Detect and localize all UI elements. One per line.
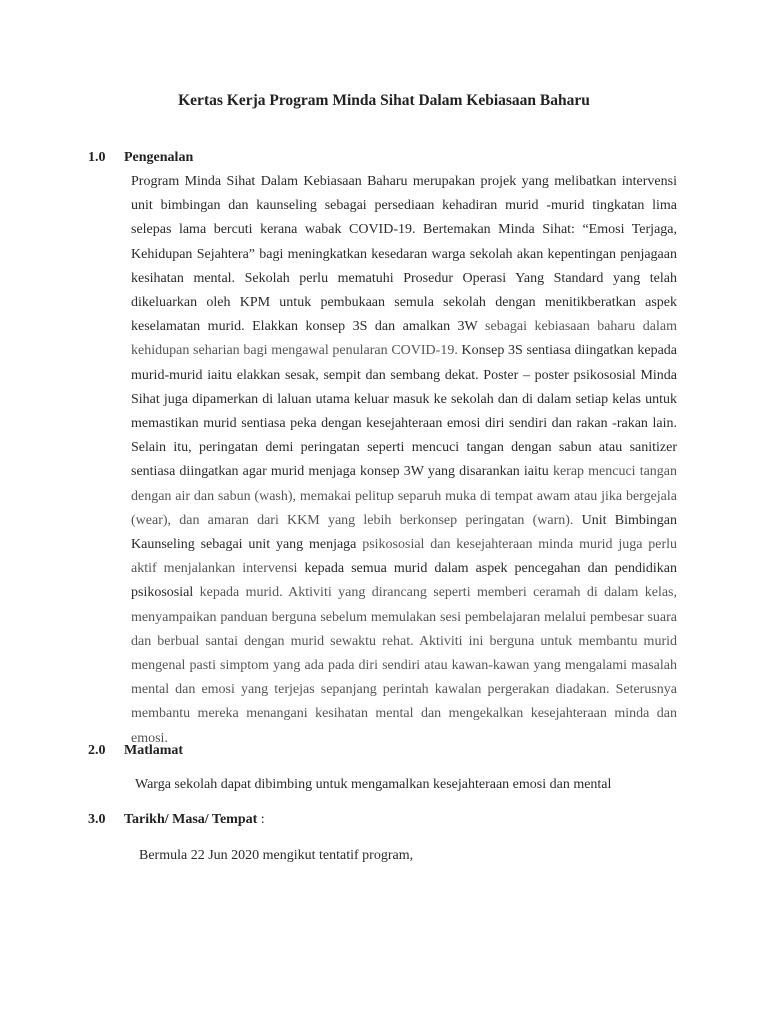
document-title: Kertas Kerja Program Minda Sihat Dalam Kebiasaan Baharu — [178, 92, 590, 109]
section-title: Matlamat — [124, 743, 184, 758]
section-number: 2.0 — [88, 743, 106, 758]
section-colon: : — [257, 812, 265, 827]
paragraph-run: Program Minda Sihat Dalam Kebiasaan Baharu merupakan projek yang melibatkan intervensi unit bimbingan dan kaunseling sebagai persediaan kehadiran murid -murid tingkatan lima selepas lama bercuti kerana wabak COVID-19. Bertemakan Minda Sihat: “Emosi Terjaga, Kehidupan Sejahtera” bagi meningkatkan kesedaran warga sekolah akan kepentingan penjagaan kesihatan mental. Sekolah perlu mematuhi Prosedur Operasi Yang Standard yang telah dikeluarkan oleh KPM untuk pembukaan semula sekolah dengan menitikberatkan aspek keselamatan murid. Elakkan konsep 3S dan amalkan 3W — [131, 174, 677, 335]
section-number: 1.0 — [88, 150, 106, 165]
section-title: Tarikh/ Masa/ Tempat — [124, 812, 258, 827]
paragraph-run: kerap mencuci tangan dengan air dan sabun (wash), memakai pelitup separuh muka di tempat awam atau jika bergejala (wear), dan amaran dari KKM yang lebih berkonsep peringatan (warn). — [131, 464, 678, 528]
paragraph-run: sebagai kebiasaan baharu dalam kehidupan seharian bagi mengawal penularan COVID-19. — [131, 319, 677, 359]
section-heading-matlamat — [88, 743, 183, 759]
pengenalan-paragraph — [131, 170, 677, 751]
paragraph-run: Konsep 3S sentiasa diingatkan kepada murid-murid iaitu elakkan sesak, sempit dan sembang dekat. Poster – poster psikososial Minda Sihat juga dipamerkan di laluan utama keluar masuk ke sekolah dan di dalam setiap kelas untuk memastikan murid sentiasa peka dengan kesejahteraan emosi diri sendiri dan rakan -rakan lain. Selain itu, peringatan demi peringatan seperti mencuci tangan dengan sabun atau sanitizer sentiasa diingatkan agar murid menjaga konsep 3W yang disarankan iaitu — [131, 343, 677, 480]
paragraph-run: mengenal pasti simptom yang ada pada diri sendiri atau kawan-kawan yang mengalami masalah mental dan emosi yang terjejas sepanjang perintah kawalan pergerakan diadakan. Seterusnya membantu mereka menangani kesihatan mental dan mengekalkan kesejahteraan minda dan emosi. — [131, 658, 677, 746]
paragraph-run: kepada murid. Aktiviti yang dirancang seperti memberi ceramah di dalam kelas, menyampaikan panduan berguna sebelum memulakan sesi pembelajaran melalui pembesar suara dan berbual santai dengan murid sewaktu rehat. Aktiviti ini berguna untuk membantu murid — [131, 585, 677, 649]
section-heading-pengenalan — [88, 150, 193, 166]
section-number: 3.0 — [88, 812, 106, 827]
matlamat-text: Warga sekolah dapat dibimbing untuk mengamalkan kesejahteraan emosi dan mental — [135, 777, 612, 792]
paragraph-run: kepada semua murid dalam aspek pencegahan dan pendidikan psikososial — [131, 561, 678, 601]
paragraph-run: psikososial dan kesejahteraan minda murid juga perlu aktif menjalankan intervensi — [131, 537, 677, 577]
section-title: Pengenalan — [124, 150, 194, 165]
tarikh-text: Bermula 22 Jun 2020 mengikut tentatif program, — [139, 848, 414, 863]
section-heading-tarikh — [88, 812, 265, 828]
paragraph-run: Unit Bimbingan Kaunseling sebagai unit yang menjaga — [131, 512, 677, 553]
